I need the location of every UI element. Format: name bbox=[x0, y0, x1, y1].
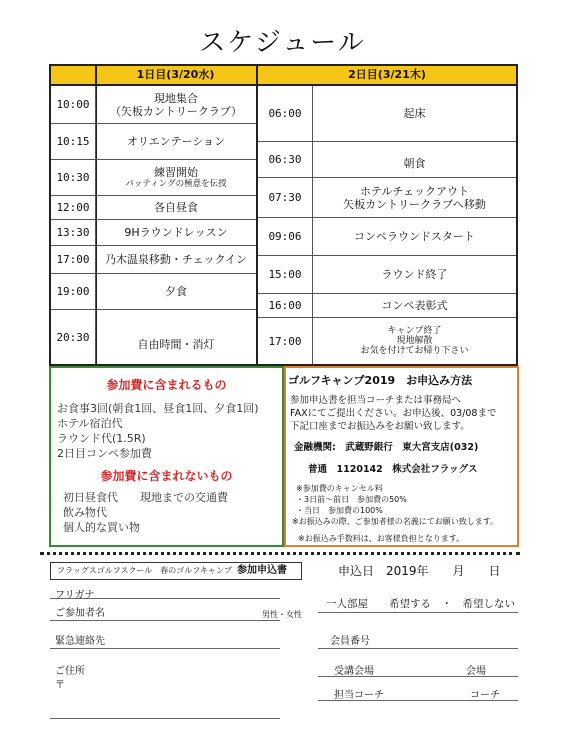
application-method-box bbox=[284, 366, 519, 547]
apply-title: ゴルフキャンプ2019 お申込み方法 bbox=[288, 374, 473, 387]
member-number-field[interactable] bbox=[318, 648, 518, 649]
day1-header: 1日目(3/20水) bbox=[49, 64, 258, 86]
day1-row: 19:00 夕食 bbox=[51, 274, 256, 310]
member-number-label: 会員番号 bbox=[330, 636, 370, 647]
address-field[interactable] bbox=[50, 718, 280, 719]
day2-row: 17:00 キャンプ終了 現地解散 お気を付けてお帰り下さい bbox=[258, 318, 516, 364]
emergency-contact-field[interactable] bbox=[50, 648, 280, 649]
address-label: ご住所 bbox=[55, 666, 85, 677]
participant-name-label: ご参加者名 bbox=[55, 608, 105, 619]
furigana-field[interactable] bbox=[50, 598, 280, 599]
day2-header: 2日目(3/21木) bbox=[256, 64, 518, 86]
excluded-list: 初日昼食代 現地までの交通費 飲み物代 個人的な買い物 bbox=[63, 491, 228, 534]
day2-row: 06:00 起床 bbox=[258, 86, 516, 142]
day1-row: 17:00 乃木温泉移動・チェックイン bbox=[51, 246, 256, 274]
single-room-option[interactable]: 一人部屋 希望する ・ 希望しない bbox=[326, 598, 515, 610]
cancel-policy: ※参加費のキャンセル料 ・3日前～前日 参加費の50% ・当日 参加費の100% ※お振込みの際、ご参加者様の名義にてお願い致します。 bbox=[292, 484, 499, 526]
day1-row: 10:30 練習開始 パッティングの極意を伝授 bbox=[51, 160, 256, 196]
coach-label: 担当コーチ bbox=[334, 690, 384, 701]
day2-row: 07:30 ホテルチェックアウト 矢板カントリークラブへ移動 bbox=[258, 178, 516, 218]
venue-field[interactable] bbox=[318, 676, 518, 677]
postal-mark: 〒 bbox=[55, 680, 65, 691]
day2-row: 16:00 コンペ表彰式 bbox=[258, 294, 516, 318]
single-room-line bbox=[318, 612, 518, 613]
excluded-title: 参加費に含まれないもの bbox=[100, 469, 233, 483]
coach-field[interactable] bbox=[318, 700, 518, 701]
included-title: 参加費に含まれるもの bbox=[106, 378, 227, 392]
emergency-contact-label: 緊急連絡先 bbox=[55, 636, 105, 647]
venue-label: 受講会場 bbox=[334, 666, 374, 677]
bank-info: 金融機関: 武蔵野銀行 東大宮支店(032) bbox=[294, 442, 479, 453]
desc-cell: 現地集合 （矢板カントリークラブ） bbox=[109, 91, 243, 118]
account-info: 普通 1120142 株式会社フラッグス bbox=[308, 464, 478, 475]
included-list: お食事3回(朝食1回、昼食1回、夕食1回) ホテル宿泊代 ラウンド代(1.5R) 2日目コンペ参加費 bbox=[57, 402, 259, 460]
day1-row bbox=[51, 86, 256, 124]
coach-suffix: コーチ bbox=[470, 690, 500, 701]
gender-select[interactable]: 男性・女性 bbox=[262, 610, 302, 619]
fee-note: ※お振込み手数料は、お客様負担となります。 bbox=[298, 534, 465, 543]
day1-row: 13:30 9Hラウンドレッスン bbox=[51, 220, 256, 246]
furigana-label: フリガナ bbox=[55, 590, 95, 601]
participant-name-field[interactable] bbox=[50, 620, 280, 621]
time-cell: 10:00 bbox=[51, 86, 96, 123]
form-heading: フラッグスゴルフスクール 春のゴルフキャンプ 参加申込書 bbox=[50, 562, 302, 580]
fee-inclusion-box bbox=[49, 366, 284, 547]
day2-row: 06:30 朝食 bbox=[258, 142, 516, 178]
apply-body: 参加申込書を担当コーチまたは事務局へ FAXにてご提出ください。お申込後、03/08まで 下記口座までお振込みをお願い致します。 bbox=[290, 395, 497, 432]
page-title: スケジュール bbox=[199, 28, 366, 58]
day1-row: 10:15 オリエンテーション bbox=[51, 124, 256, 160]
day1-row: 12:00 各自昼食 bbox=[51, 196, 256, 220]
application-date[interactable]: 申込日 2019年 月 日 bbox=[338, 564, 501, 578]
cut-line bbox=[40, 552, 520, 555]
day1-row: 20:30 自由時間・消灯 bbox=[51, 310, 256, 364]
venue-suffix: 会場 bbox=[466, 666, 486, 677]
day2-row: 09:06 コンペラウンドスタート bbox=[258, 218, 516, 256]
day2-row: 15:00 ラウンド終了 bbox=[258, 256, 516, 294]
